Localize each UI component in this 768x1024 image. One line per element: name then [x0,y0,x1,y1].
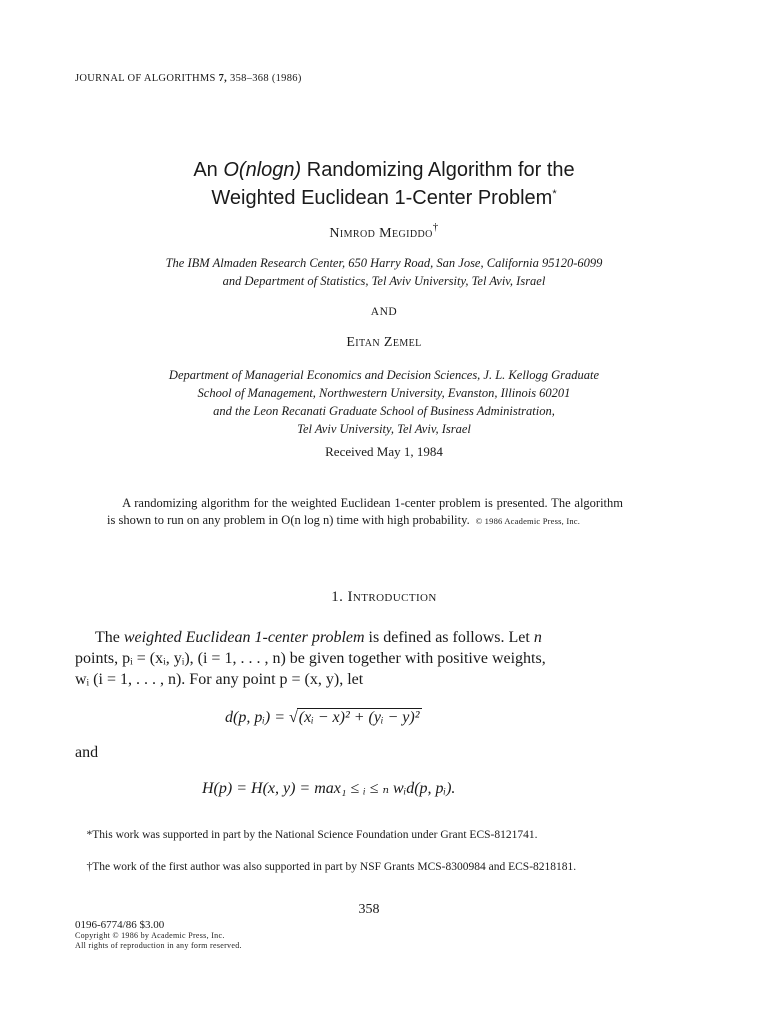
publication-rights: All rights of reproduction in any form reserved. [75,941,242,950]
body-line-2: points, pᵢ = (xᵢ, yᵢ), (i = 1, . . . , n) be given together with positive weights, [75,650,546,667]
author-1-mark: † [432,221,439,233]
section-heading [0,589,768,606]
abstract-text: A randomizing algorithm for the weighted Euclidean 1-center problem is presented. The algorithm is shown to run on any problem in O(n log n) time with high probability. [107,496,624,527]
title-line2-text: Weighted Euclidean 1-Center Problem [211,187,553,209]
body-intro-post: is defined as follows. Let [364,629,530,646]
body-intro-pre: The [95,629,124,646]
equation-distance-lhs: d(p, pᵢ) = [225,709,285,726]
title-complexity: O(nlogn) [223,159,302,181]
title-line-1 [0,158,768,182]
affiliation-2 [0,366,768,438]
author-1-name: Nimrod Megiddo [329,226,433,241]
author-1 [0,221,768,242]
and-separator: AND [370,306,398,318]
journal-volume: 7, [218,73,228,84]
affiliation-1-line-2: and Department of Statistics, Tel Aviv University, Tel Aviv, Israel [222,274,546,288]
equation-distance-radicand: (xᵢ − x)² + (yᵢ − y)² [298,709,420,726]
footnote-1 [75,828,663,843]
affiliation-2-line-2: School of Management, Northwestern University, Evanston, Illinois 60201 [197,386,571,400]
publication-info [75,920,242,951]
body-and: and [75,744,99,761]
title-line-2 [0,182,768,210]
paper-title [0,158,768,210]
publication-code: 0196-6774/86 $3.00 [75,919,165,931]
affiliation-2-line-3: and the Leon Recanati Graduate School of Business Administration, [213,404,555,418]
page-number: 358 [358,902,380,917]
footnote-2-text: †The work of the first author was also supported in part by NSF Grants MCS-8300984 and ECS-8218181. [86,861,577,873]
received-date: Received May 1, 1984 [325,444,443,459]
title-footnote-mark: * [552,188,557,200]
body-line-1: The weighted Euclidean 1-center problem is defined as follows. Let n [95,629,542,646]
affiliation-1 [0,254,768,290]
body-paragraph [75,627,663,690]
title-line1-rest: Randomizing Algorithm for the [301,159,575,181]
section-number: 1. [331,589,344,605]
section-title: Introduction [347,589,437,605]
journal-pages: 358–368 (1986) [230,73,302,84]
equation-objective: H(p) = H(x, y) = max₁ ≤ ᵢ ≤ ₙ wᵢd(p, pᵢ). [202,780,456,797]
equation-distance [225,708,422,727]
journal-name: JOURNAL OF ALGORITHMS [75,73,216,84]
sqrt-icon: √ [288,709,298,726]
author-2-name: Eitan Zemel [346,335,422,350]
publication-copyright: Copyright © 1986 by Academic Press, Inc. [75,931,225,940]
affiliation-2-line-4: Tel Aviv University, Tel Aviv, Israel [297,422,471,436]
affiliation-1-line-1: The IBM Almaden Research Center, 650 Harry Road, San Jose, California 95120-6099 [165,256,603,270]
title-prefix: An [193,159,224,181]
body-intro-term: weighted Euclidean 1-center problem [123,629,365,646]
footnote-2 [75,860,663,875]
abstract-copyright: © 1986 Academic Press, Inc. [475,516,581,526]
journal-header [75,73,302,84]
affiliation-2-line-1: Department of Managerial Economics and Decision Sciences, J. L. Kellogg Graduate [168,368,600,382]
abstract [107,495,623,530]
footnote-1-text: *This work was supported in part by the National Science Foundation under Grant ECS-8121741. [86,829,538,841]
body-line-3: wᵢ (i = 1, . . . , n). For any point p = (x, y), let [75,671,364,688]
